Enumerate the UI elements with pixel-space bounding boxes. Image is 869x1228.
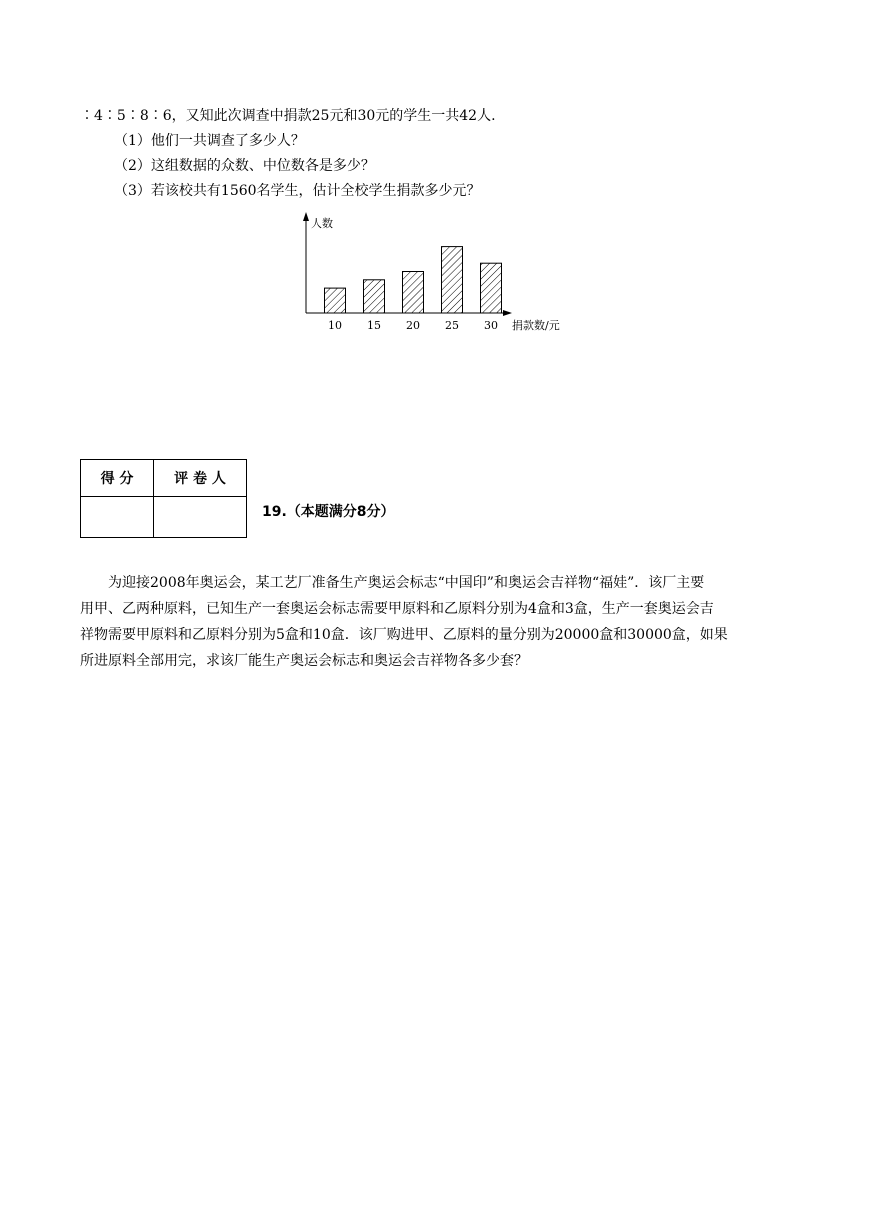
x-tick-25: 25 (445, 319, 459, 332)
score-header: 得 分 (81, 460, 154, 497)
donation-bar-chart (290, 208, 590, 338)
bar-25 (442, 247, 463, 313)
x-axis-arrow (503, 310, 512, 316)
bar-30 (481, 263, 502, 313)
q19-text-line-4: 所进原料全部用完，求该厂能生产奥运会标志和奥运会吉祥物各多少套？ (80, 653, 528, 669)
grader-header: 评 卷 人 (154, 460, 247, 497)
q18-subquestion-2: （2）这组数据的众数、中位数各是多少？ (114, 158, 375, 174)
q19-number: 19.（本题满分8分） (262, 504, 395, 520)
x-axis-label: 捐款数/元 (512, 319, 560, 332)
x-tick-20: 20 (406, 319, 420, 332)
bar-10 (325, 288, 346, 313)
q18-subquestion-3: （3）若该校共有1560名学生，估计全校学生捐款多少元？ (114, 183, 481, 199)
q19-text-line-2: 用甲、乙两种原料，已知生产一套奥运会标志需要甲原料和乙原料分别为4盒和3盒，生产一套奥运会吉 (80, 601, 714, 617)
q19-text-line-1: 为迎接2008年奥运会，某工艺厂准备生产奥运会标志“中国印”和奥运会吉祥物“福娃”．该厂主要 (108, 575, 705, 591)
y-axis-arrow (303, 212, 309, 221)
score-cell (81, 497, 154, 538)
y-axis-label: 人数 (311, 217, 333, 230)
score-table (80, 459, 247, 538)
bar-20 (403, 272, 424, 314)
x-tick-15: 15 (367, 319, 381, 332)
x-tick-10: 10 (328, 319, 342, 332)
q18-intro-line: ∶4∶5∶8∶6，又知此次调查中捐款25元和30元的学生一共42人. (80, 108, 496, 124)
bar-15 (364, 280, 385, 313)
x-tick-30: 30 (484, 319, 498, 332)
q18-subquestion-1: （1）他们一共调查了多少人？ (114, 133, 305, 149)
grader-cell (154, 497, 247, 538)
q19-text-line-3: 祥物需要甲原料和乙原料分别为5盒和10盒．该厂购进甲、乙原料的量分别为20000盒和30000盒，如果 (80, 627, 728, 643)
